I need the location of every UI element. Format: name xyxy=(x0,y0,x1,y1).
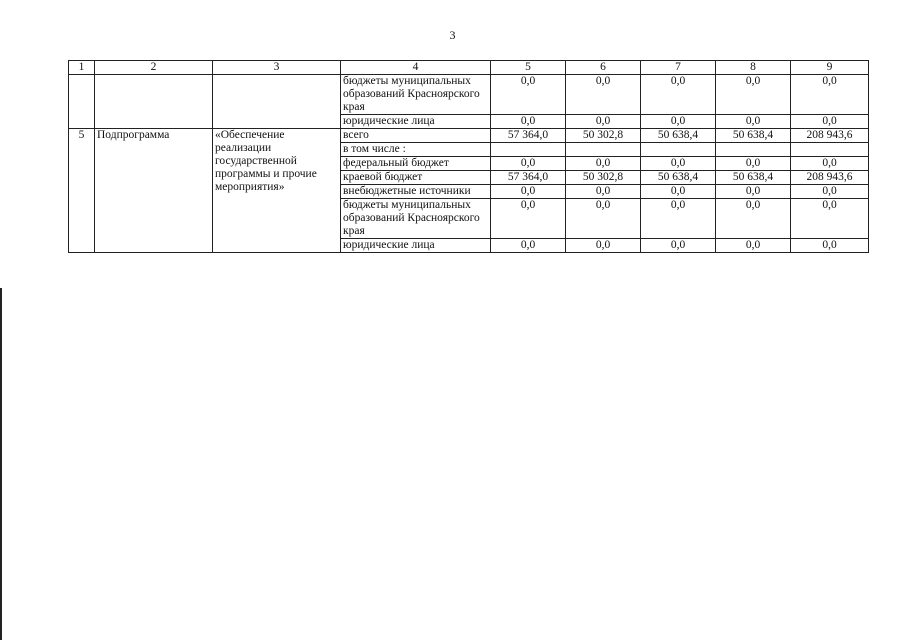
value-cell xyxy=(791,143,869,157)
value-cell: 50 638,4 xyxy=(716,171,791,185)
value-cell: 0,0 xyxy=(716,199,791,239)
value-cell: 50 302,8 xyxy=(566,129,641,143)
value-cell: 50 638,4 xyxy=(641,129,716,143)
value-cell: 0,0 xyxy=(566,239,641,253)
value-cell xyxy=(716,143,791,157)
value-cell: 0,0 xyxy=(491,157,566,171)
value-cell: 0,0 xyxy=(791,157,869,171)
value-cell: 0,0 xyxy=(791,239,869,253)
status-cell: Подпрограмма xyxy=(95,129,213,253)
funding-source: бюджеты муниципальных образований Красноярского края xyxy=(341,75,491,115)
value-cell: 57 364,0 xyxy=(491,129,566,143)
value-cell: 0,0 xyxy=(791,185,869,199)
value-cell: 57 364,0 xyxy=(491,171,566,185)
value-cell: 0,0 xyxy=(491,185,566,199)
value-cell: 0,0 xyxy=(566,199,641,239)
value-cell xyxy=(641,143,716,157)
column-header: 2 xyxy=(95,61,213,75)
value-cell: 0,0 xyxy=(716,75,791,115)
funding-source: внебюджетные источники xyxy=(341,185,491,199)
scan-edge-line xyxy=(0,288,2,640)
table-header-row xyxy=(69,61,869,75)
subprogram-name: «Обеспечение реализации государственной программы и прочие мероприятия» xyxy=(213,129,341,253)
value-cell: 0,0 xyxy=(491,239,566,253)
page-number: 3 xyxy=(449,28,456,42)
empty-cell xyxy=(213,75,341,129)
row-number: 5 xyxy=(69,129,95,253)
value-cell: 0,0 xyxy=(641,157,716,171)
value-cell: 208 943,6 xyxy=(791,129,869,143)
column-header: 1 xyxy=(69,61,95,75)
value-cell xyxy=(566,143,641,157)
column-header: 7 xyxy=(641,61,716,75)
empty-cell xyxy=(69,75,95,129)
value-cell: 0,0 xyxy=(641,75,716,115)
column-header: 9 xyxy=(791,61,869,75)
value-cell: 0,0 xyxy=(566,185,641,199)
column-header: 8 xyxy=(716,61,791,75)
value-cell: 0,0 xyxy=(641,185,716,199)
funding-source: краевой бюджет xyxy=(341,171,491,185)
empty-cell xyxy=(95,75,213,129)
value-cell xyxy=(491,143,566,157)
value-cell: 0,0 xyxy=(566,115,641,129)
table-row xyxy=(69,75,869,115)
funding-source: федеральный бюджет xyxy=(341,157,491,171)
value-cell: 0,0 xyxy=(716,157,791,171)
funding-source: всего xyxy=(341,129,491,143)
value-cell: 50 638,4 xyxy=(716,129,791,143)
value-cell: 0,0 xyxy=(791,199,869,239)
value-cell: 0,0 xyxy=(716,115,791,129)
column-header: 4 xyxy=(341,61,491,75)
value-cell: 50 302,8 xyxy=(566,171,641,185)
column-header: 5 xyxy=(491,61,566,75)
value-cell: 0,0 xyxy=(566,157,641,171)
funding-source: в том числе : xyxy=(341,143,491,157)
value-cell: 0,0 xyxy=(491,115,566,129)
value-cell: 0,0 xyxy=(491,75,566,115)
table-row xyxy=(69,129,869,143)
value-cell: 0,0 xyxy=(491,199,566,239)
value-cell: 0,0 xyxy=(566,75,641,115)
column-header: 3 xyxy=(213,61,341,75)
value-cell: 0,0 xyxy=(791,115,869,129)
value-cell: 0,0 xyxy=(791,75,869,115)
value-cell: 0,0 xyxy=(641,115,716,129)
value-cell: 0,0 xyxy=(641,199,716,239)
value-cell: 0,0 xyxy=(716,239,791,253)
value-cell: 0,0 xyxy=(641,239,716,253)
value-cell: 208 943,6 xyxy=(791,171,869,185)
column-header: 6 xyxy=(566,61,641,75)
funding-source: юридические лица xyxy=(341,115,491,129)
funding-source: юридические лица xyxy=(341,239,491,253)
value-cell: 50 638,4 xyxy=(641,171,716,185)
value-cell: 0,0 xyxy=(716,185,791,199)
funding-source: бюджеты муниципальных образований Красноярского края xyxy=(341,199,491,239)
budget-table xyxy=(68,60,869,253)
